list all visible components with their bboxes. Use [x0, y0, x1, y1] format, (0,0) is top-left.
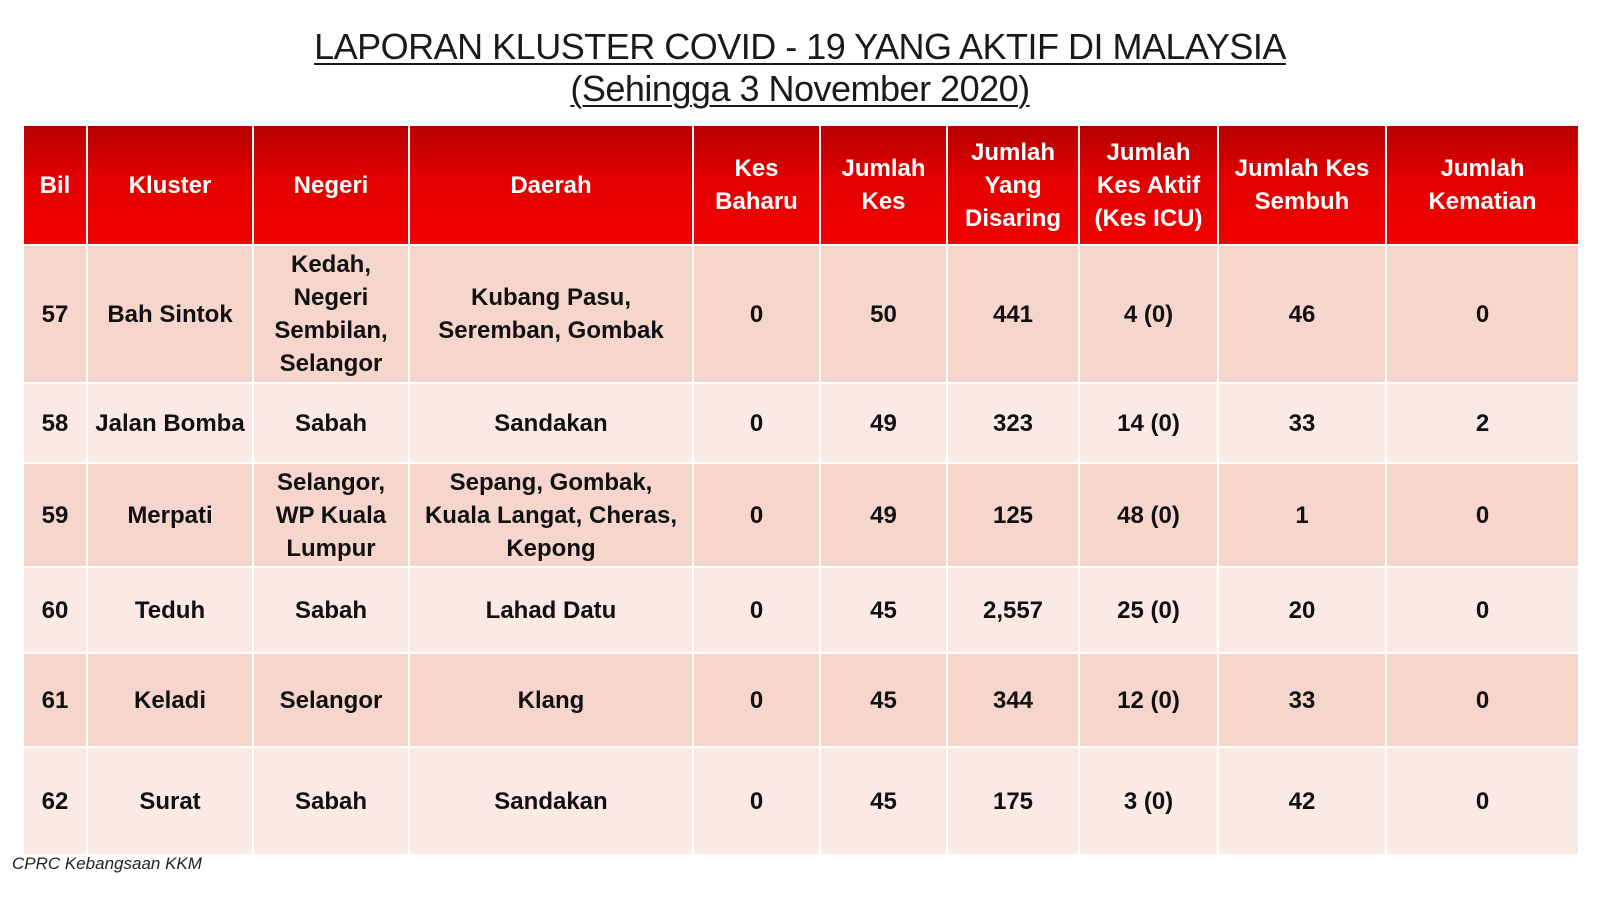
cluster-table: [22, 124, 1580, 856]
cell-jumlah-disaring: 441: [947, 245, 1079, 383]
source-footer: CPRC Kebangsaan KKM: [12, 854, 202, 873]
cell-negeri: Selangor: [253, 653, 409, 747]
table-row: [23, 463, 1579, 567]
header-daerah: Daerah: [409, 125, 693, 245]
table-row: [23, 747, 1579, 855]
title-line-2: (Sehingga 3 November 2020): [570, 68, 1030, 109]
cell-jumlah-kes-aktif: 3 (0): [1079, 747, 1218, 855]
cell-jumlah-disaring: 2,557: [947, 567, 1079, 653]
cell-jumlah-kes-aktif: 48 (0): [1079, 463, 1218, 567]
cell-jumlah-kematian: 0: [1386, 747, 1579, 855]
cell-daerah: Sandakan: [409, 747, 693, 855]
cell-jumlah-kematian: 2: [1386, 383, 1579, 463]
cell-jumlah-kes: 45: [820, 567, 947, 653]
cell-jumlah-disaring: 175: [947, 747, 1079, 855]
cell-bil: 58: [23, 383, 87, 463]
cell-daerah: Sepang, Gombak, Kuala Langat, Cheras, Kepong: [409, 463, 693, 567]
cell-bil: 62: [23, 747, 87, 855]
cell-jumlah-kes: 45: [820, 747, 947, 855]
cell-kluster: Teduh: [87, 567, 253, 653]
header-negeri: Negeri: [253, 125, 409, 245]
cell-jumlah-kes-aktif: 4 (0): [1079, 245, 1218, 383]
header-kes-baharu: Kes Baharu: [693, 125, 820, 245]
cell-negeri: Sabah: [253, 747, 409, 855]
cell-kluster: Bah Sintok: [87, 245, 253, 383]
cell-negeri: Sabah: [253, 567, 409, 653]
title-line-1: LAPORAN KLUSTER COVID - 19 YANG AKTIF DI MALAYSIA: [314, 26, 1286, 67]
cell-jumlah-kes-sembuh: 42: [1218, 747, 1386, 855]
header-bil: Bil: [23, 125, 87, 245]
cell-jumlah-kematian: 0: [1386, 653, 1579, 747]
cell-jumlah-kes: 50: [820, 245, 947, 383]
cell-jumlah-kes: 45: [820, 653, 947, 747]
cell-jumlah-disaring: 344: [947, 653, 1079, 747]
cell-kes-baharu: 0: [693, 567, 820, 653]
cell-jumlah-kes: 49: [820, 383, 947, 463]
header-jumlah-kematian: Jumlah Kematian: [1386, 125, 1579, 245]
cell-jumlah-kes: 49: [820, 463, 947, 567]
table-header-row: [23, 125, 1579, 245]
cell-negeri: Kedah, Negeri Sembilan, Selangor: [253, 245, 409, 383]
header-jumlah-disaring: Jumlah Yang Disaring: [947, 125, 1079, 245]
report-title: [0, 26, 1600, 110]
cell-jumlah-kes-sembuh: 1: [1218, 463, 1386, 567]
cell-jumlah-kes-aktif: 25 (0): [1079, 567, 1218, 653]
table-row: [23, 383, 1579, 463]
cell-jumlah-kes-sembuh: 20: [1218, 567, 1386, 653]
cell-bil: 61: [23, 653, 87, 747]
cell-kluster: Keladi: [87, 653, 253, 747]
cell-jumlah-kematian: 0: [1386, 567, 1579, 653]
cell-kes-baharu: 0: [693, 747, 820, 855]
cell-bil: 59: [23, 463, 87, 567]
cell-kluster: Surat: [87, 747, 253, 855]
header-jumlah-kes: Jumlah Kes: [820, 125, 947, 245]
cell-jumlah-kes-sembuh: 33: [1218, 653, 1386, 747]
cell-kes-baharu: 0: [693, 463, 820, 567]
cell-kes-baharu: 0: [693, 245, 820, 383]
cell-jumlah-disaring: 125: [947, 463, 1079, 567]
cell-jumlah-disaring: 323: [947, 383, 1079, 463]
cell-jumlah-kes-sembuh: 46: [1218, 245, 1386, 383]
header-jumlah-kes-sembuh: Jumlah Kes Sembuh: [1218, 125, 1386, 245]
cell-kluster: Jalan Bomba: [87, 383, 253, 463]
cell-daerah: Kubang Pasu, Seremban, Gombak: [409, 245, 693, 383]
table-row: [23, 567, 1579, 653]
cell-bil: 60: [23, 567, 87, 653]
cell-kluster: Merpati: [87, 463, 253, 567]
cell-jumlah-kematian: 0: [1386, 463, 1579, 567]
table-row: [23, 653, 1579, 747]
table-row: [23, 245, 1579, 383]
cell-jumlah-kes-aktif: 12 (0): [1079, 653, 1218, 747]
header-jumlah-kes-aktif: Jumlah Kes Aktif (Kes ICU): [1079, 125, 1218, 245]
cell-kes-baharu: 0: [693, 383, 820, 463]
cell-kes-baharu: 0: [693, 653, 820, 747]
cell-bil: 57: [23, 245, 87, 383]
cell-daerah: Klang: [409, 653, 693, 747]
cell-negeri: Selangor, WP Kuala Lumpur: [253, 463, 409, 567]
cell-daerah: Lahad Datu: [409, 567, 693, 653]
header-kluster: Kluster: [87, 125, 253, 245]
cell-jumlah-kes-aktif: 14 (0): [1079, 383, 1218, 463]
cell-negeri: Sabah: [253, 383, 409, 463]
cell-daerah: Sandakan: [409, 383, 693, 463]
cell-jumlah-kes-sembuh: 33: [1218, 383, 1386, 463]
cell-jumlah-kematian: 0: [1386, 245, 1579, 383]
